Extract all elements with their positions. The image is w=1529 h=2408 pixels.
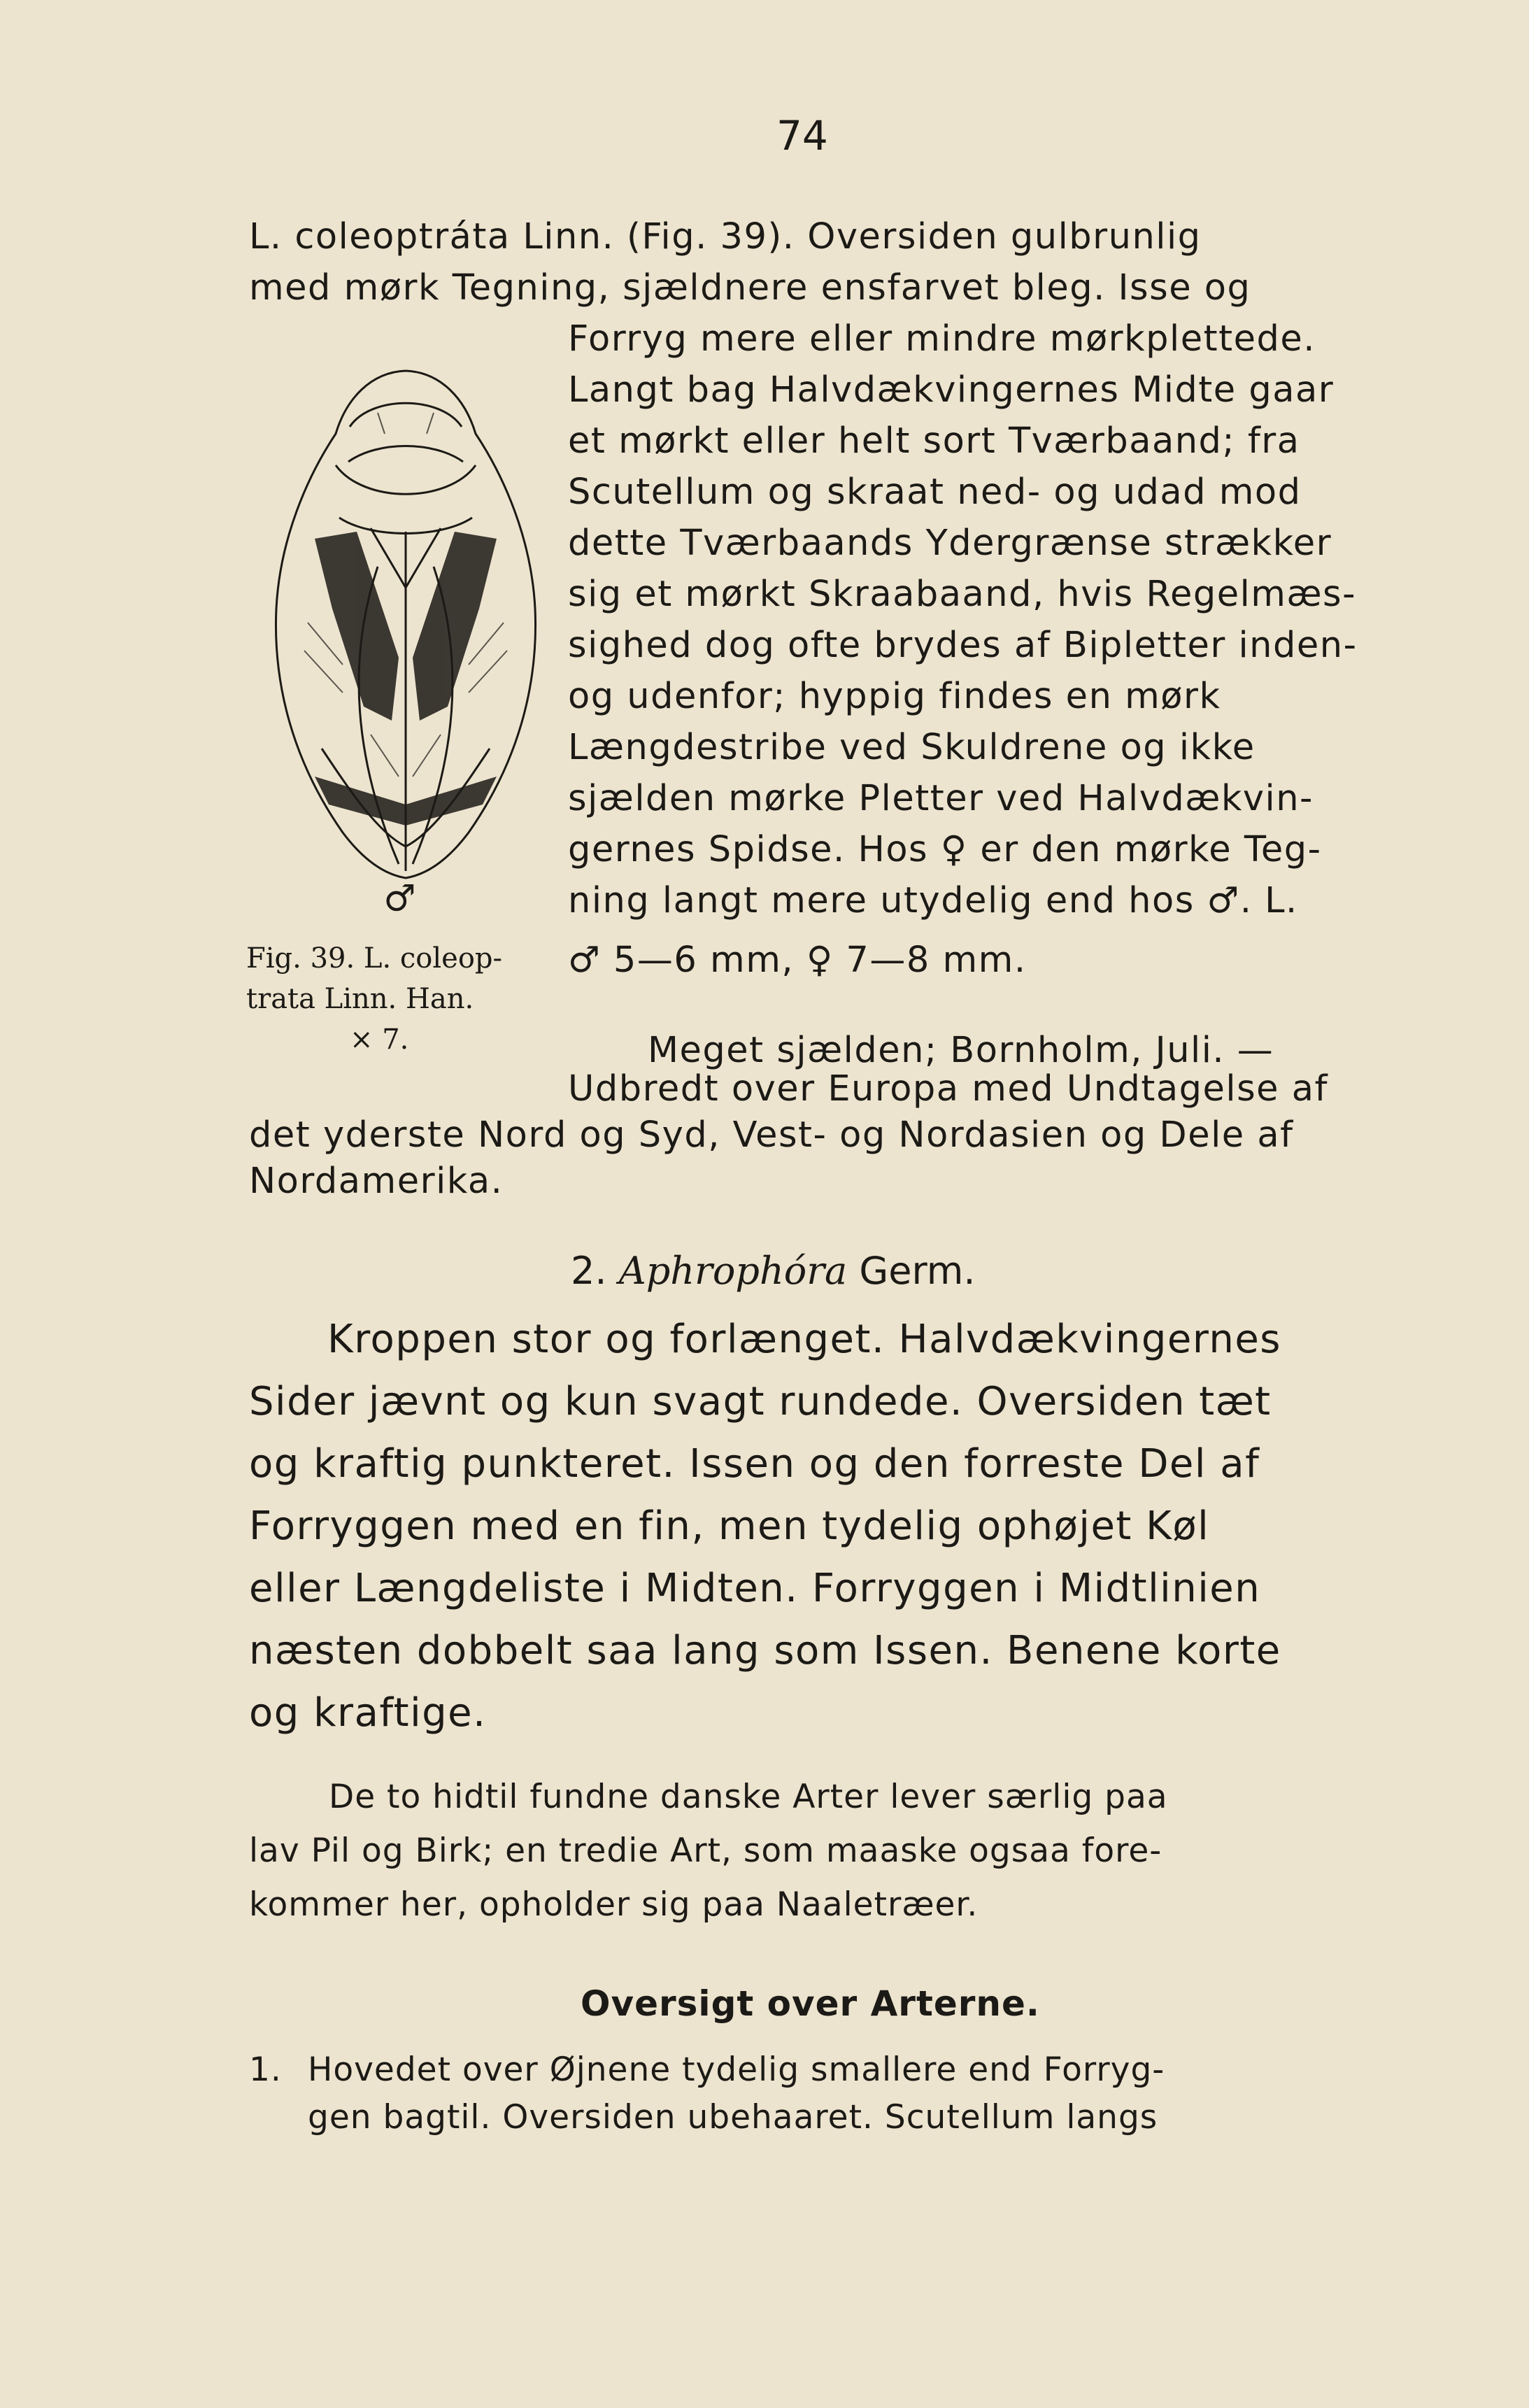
figure-caption-line-1: Fig. 39. L. coleop- [246, 942, 503, 975]
distribution-line-3: det yderste Nord og Syd, Vest- og Nordasien og Dele af [249, 1114, 1294, 1156]
figure-caption-line-3: × 7. [350, 1024, 409, 1056]
note-line-1: De to hidtil fundne danske Arter lever særlig paa [329, 1778, 1168, 1816]
genus-author: Germ. [859, 1249, 976, 1293]
description-line-4: Forryggen med en fin, men tydelig ophøjet Køl [249, 1503, 1210, 1549]
description-line-3: og kraftig punkteret. Issen og den forreste Del af [249, 1441, 1260, 1487]
entry-line-1: L. coleoptráta Linn. (Fig. 39). Oversiden gulbrunlig [249, 216, 1202, 257]
key-line-2: gen bagtil. Oversiden ubehaaret. Scutellum langs [308, 2098, 1158, 2137]
genus-heading [571, 1249, 976, 1293]
description-line-5: eller Længdeliste i Midten. Forryggen i Midtlinien [249, 1566, 1261, 1611]
description-line-1: Kroppen stor og forlænget. Halvdækvingernes [327, 1317, 1281, 1362]
entry-line-9: sighed dog ofte brydes af Bipletter inden- [568, 625, 1358, 666]
section-number: 2. [571, 1249, 607, 1293]
note-line-2: lav Pil og Birk; en tredie Art, som maaske ogsaa fore- [249, 1832, 1162, 1870]
entry-line-15: ♂ 5—6 mm, ♀ 7—8 mm. [568, 940, 1027, 981]
male-symbol: ♂ [383, 878, 416, 920]
distribution-line-4: Nordamerika. [249, 1161, 504, 1202]
distribution-line-2: Udbredt over Europa med Undtagelse af [568, 1068, 1328, 1110]
description-line-2: Sider jævnt og kun svagt rundede. Oversiden tæt [249, 1379, 1272, 1424]
distribution-line-1: Meget sjælden; Bornholm, Juli. — [648, 1030, 1274, 1071]
description-line-6: næsten dobbelt saa lang som Issen. Benene korte [249, 1628, 1281, 1673]
insect-figure-illustration [266, 357, 546, 916]
entry-line-11: Længdestribe ved Skuldrene og ikke [568, 727, 1256, 768]
entry-line-2: med mørk Tegning, sjældnere ensfarvet bleg. Isse og [249, 267, 1251, 309]
entry-line-14: ning langt mere utydelig end hos ♂. L. [568, 880, 1298, 921]
entry-line-12: sjælden mørke Pletter ved Halvdækvin- [568, 778, 1314, 819]
description-line-7: og kraftige. [249, 1690, 487, 1736]
entry-line-4: Langt bag Halvdækvingernes Midte gaar [568, 369, 1335, 411]
genus-name: Aphrophóra [618, 1249, 848, 1293]
note-line-3: kommer her, opholder sig paa Naaletræer. [249, 1885, 979, 1924]
entry-line-13: gernes Spidse. Hos ♀ er den mørke Teg- [568, 829, 1322, 870]
entry-line-8: sig et mørkt Skraabaand, hvis Regelmæs- [568, 574, 1357, 615]
entry-line-5: et mørkt eller helt sort Tværbaand; fra [568, 420, 1300, 462]
entry-line-3: Forryg mere eller mindre mørkplettede. [568, 318, 1316, 360]
figure-caption-line-2: trata Linn. Han. [246, 983, 474, 1015]
key-line-1: Hovedet over Øjnene tydelig smallere end Forryg- [308, 2051, 1165, 2089]
entry-line-10: og udenfor; hyppig findes en mørk [568, 676, 1221, 717]
page-number: 74 [776, 112, 828, 160]
entry-line-6: Scutellum og skraat ned- og udad mod [568, 472, 1302, 513]
entry-line-7: dette Tværbaands Ydergrænse strækker [568, 523, 1332, 564]
key-number: 1. [249, 2051, 282, 2089]
key-heading: Oversigt over Arterne. [581, 1983, 1040, 2024]
